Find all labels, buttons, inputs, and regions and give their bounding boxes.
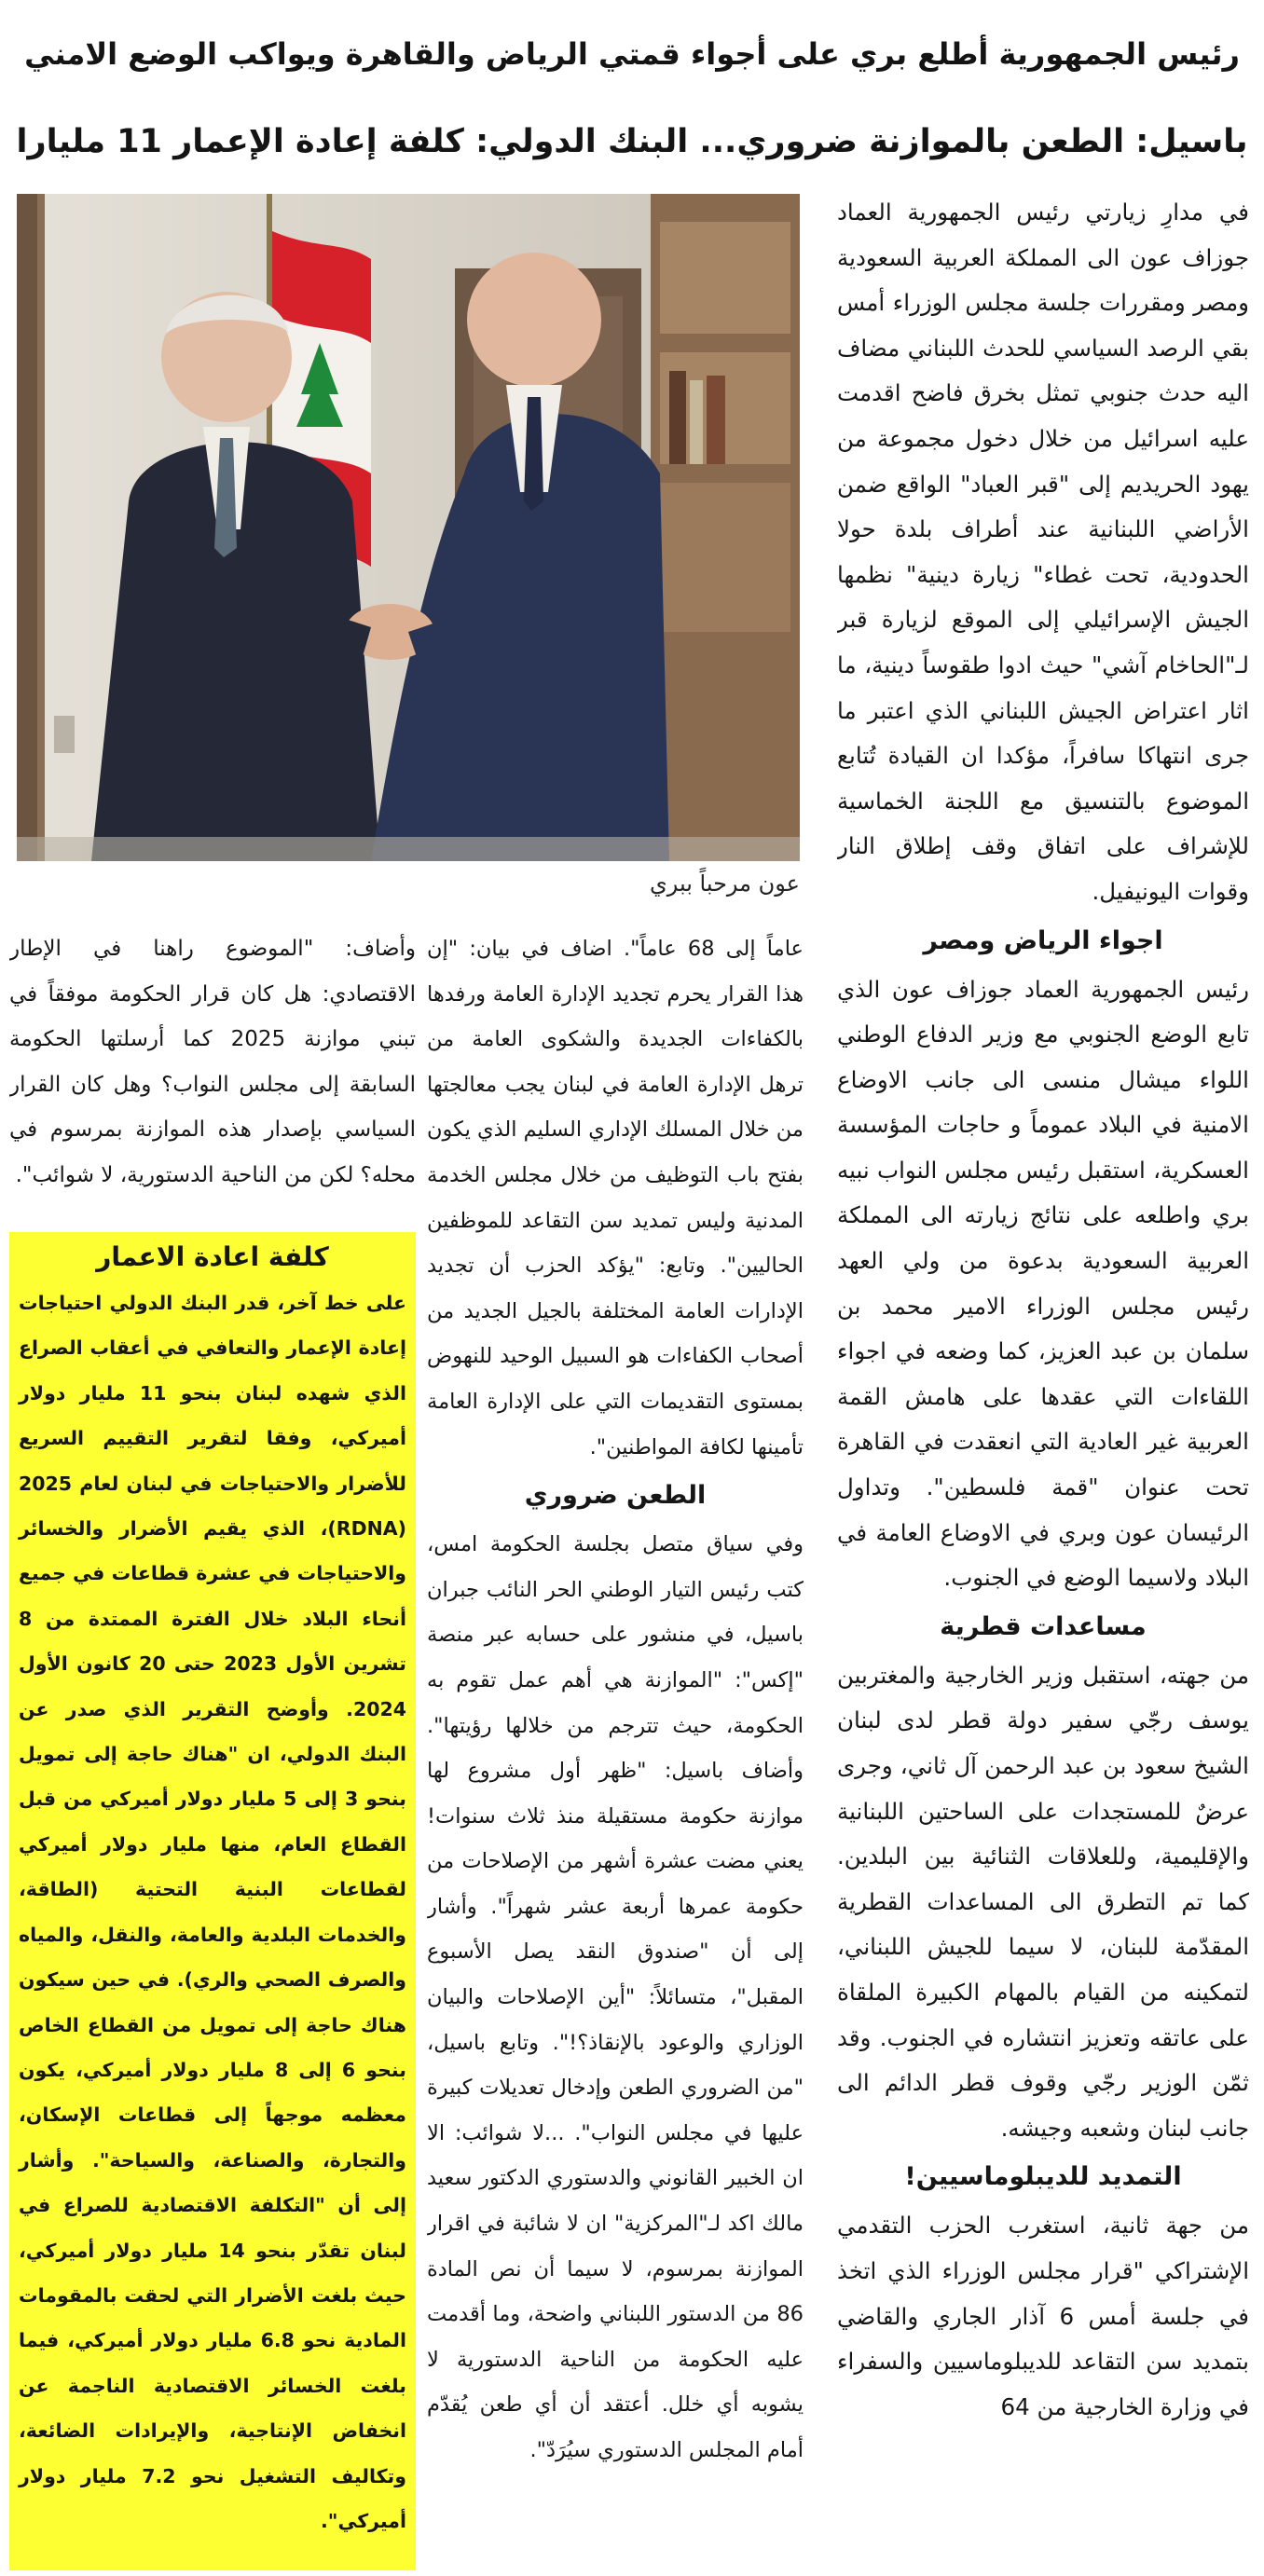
- paragraph: من جهة ثانية، استغرب الحزب التقدمي الإشتراكي "قرار مجلس الوزراء الذي اتخذ في جلسة أمس 6 آذار الجاري والقاضي بتمديد سن التقاعد للديبلوماسيين والسفراء في وزارة الخارجية من 64: [837, 2212, 1249, 2420]
- headline-line-2: باسيل: الطعن بالموازنة ضروري... البنك الدولي: كلفة إعادة الإعمار 11 مليارا: [16, 123, 1248, 160]
- subheading: التمديد للديبلوماسيين!: [904, 2162, 1182, 2192]
- subheading: الطعن ضروري: [524, 1481, 707, 1511]
- article-column-right: [837, 190, 1249, 2565]
- paragraph: رئيس الجمهورية العماد جوزاف عون الذي تابع الوضع الجنوبي مع وزير الدفاع الوطني اللواء ميشال منسى الى جانب الاوضاع الامنية في البلاد عموماً و حاجات المؤسسة العسكرية، استقبل رئيس مجلس النواب نبيه بري واطلعه على نتائج زيارته الى المملكة العربية السعودية بدعوة من ولي العهد رئيس مجلس الوزراء الامير محمد بن سلمان بن عبد العزيز، كما وضعه في اجواء اللقاءات التي عقدها على هامش القمة العربية غير العادية التي انعقدت في القاهرة تحت عنوان "قمة فلسطين". وتداول الرئيسان عون وبري في الاوضاع العامة في البلاد ولاسيما الوضع في الجنوب.: [837, 975, 1249, 1592]
- paragraph: وفي سياق متصل بجلسة الحكومة امس، كتب رئيس التيار الوطني الحر النائب جبران باسيل، في منشور على حسابه عبر منصة "إكس": "الموازنة هي أهم عمل تقوم به الحكومة، حيث تترجم من خلالها رؤيتها". وأضاف باسيل: "ظهر أول مشروع لها موازنة حكومة مستقيلة منذ ثلاث سنوات! يعني مضت عشرة أشهر من الإصلاحات من حكومة عمرها أربعة عشر شهراً". وأشار إلى أن "صندوق النقد يصل الأسبوع المقبل"، متسائلاً: "أين الإصلاحات والبيان الوزاري والوعود بالإنقاذ؟!". وتابع باسيل، "من الضروري الطعن وإدخال تعديلات كبيرة عليها في مجلس النواب". ...لا شوائب: الا ان الخبير القانوني والدستوري الدكتور سعيد مالك اكد لـ"المركزية" ان لا شائبة في اقرار الموازنة بمرسوم، لا سيما أن نص المادة 86 من الدستور اللبناني واضحة، وما أقدمت عليه الحكومة من الناحية الدستورية لا يشوبه أي خلل. أعتقد أن أي طعن يُقدّم أمام المجلس الدستوري سيُرَدّ".: [427, 1532, 804, 2462]
- article-column-middle: [427, 926, 804, 2548]
- article-column-left: [9, 926, 416, 1225]
- subheading: مساعدات قطرية: [940, 1611, 1147, 1641]
- subheading: اجواء الرياض ومصر: [923, 925, 1163, 955]
- photo-illustration: [17, 194, 800, 861]
- box-title: كلفة اعادة الاعمار: [96, 1241, 329, 1272]
- highlighted-box: [9, 1232, 416, 2570]
- paragraph: وأضاف: "الموضوع راهنا في الإطار الاقتصادي: هل كان قرار الحكومة موفقاً في تبني موازنة 2025 كما أرسلتها الحكومة السابقة إلى مجلس النواب؟ وهل كان القرار السياسي بإصدار هذه الموازنة بمرسوم في محله؟ لكن من الناحية الدستورية، لا شوائب".: [9, 937, 416, 1187]
- box-body: على خط آخر، قدر البنك الدولي احتياجات إعادة الإعمار والتعافي في أعقاب الصراع الذي شهده لبنان بنحو 11 مليار دولار أميركي، وفقا لتقرير التقييم السريع للأضرار والاحتياجات في لبنان لعام 2025 (RDNA)، الذي يقيم الأضرار والخسائر والاحتياجات في عشرة قطاعات في جميع أنحاء البلاد خلال الفترة الممتدة من 8 تشرين الأول 2023 حتى 20 كانون الأول 2024. وأوضح التقرير الذي صدر عن البنك الدولي، ان "هناك حاجة إلى تمويل بنحو 3 إلى 5 مليار دولار أميركي من قبل القطاع العام، منها مليار دولار أميركي لقطاعات البنية التحتية (الطاقة، والخدمات البلدية والعامة، والنقل، والمياه والصرف الصحي والري). في حين سيكون هناك حاجة إلى تمويل من القطاع الخاص بنحو 6 إلى 8 مليار دولار أميركي، يكون معظمه موجهاً إلى قطاعات الإسكان، والتجارة، والصناعة، والسياحة". وأشار إلى أن "التكلفة الاقتصادية للصراع في لبنان تقدّر بنحو 14 مليار دولار أميركي، حيث بلغت الأضرار التي لحقت بالمقومات المادية نحو 6.8 مليار دولار أميركي، فيما بلغت الخسائر الاقتصادية الناجمة عن انخفاض الإنتاجية، والإيرادات الضائعة، وتكاليف التشغيل نحو 7.2 مليار دولار أميركي".: [19, 1292, 406, 2532]
- photo-caption: عون مرحباً ببري: [649, 870, 800, 897]
- paragraph: في مدارِ زيارتي رئيس الجمهورية العماد جوزاف عون الى المملكة العربية السعودية ومصر ومقررات جلسة مجلس الوزراء أمس بقي الرصد السياسي للحدث اللبناني مضاف اليه حدث جنوبي تمثل بخرق فاضح اقدمت عليه اسرائيل من خلال دخول مجموعة من يهود الحريديم إلى "قبر العباد" الواقع ضمن الأراضي اللبنانية عند أطراف بلدة حولا الحدودية، تحت غطاء" زيارة دينية" نظمها الجيش الإسرائيلي إلى الموقع لزيارة قبر لـ"الحاخام آشي" حيث ادوا طقوساً دينية، ما اثار اعتراض الجيش اللبناني الذي اعتبر ما جرى انتهاكا سافراً، مؤكدا ان القيادة تُتابع الموضوع بالتنسيق مع اللجنة الخماسية للإشراف على اتفاق وقف إطلاق النار وقوات اليونيفيل.: [837, 199, 1249, 905]
- headline-line-1: رئيس الجمهورية أطلع بري على أجواء قمتي الرياض والقاهرة ويواكب الوضع الامني: [24, 36, 1240, 72]
- paragraph: من جهته، استقبل وزير الخارجية والمغتربين يوسف رجّي سفير دولة قطر لدى لبنان الشيخ سعود بن عبد الرحمن آل ثاني، وجرى عرضٌ للمستجدات على الساحتين اللبنانية والإقليمية، وللعلاقات الثنائية بين البلدين. كما تم التطرق الى المساعدات القطرية المقدّمة للبنان، لا سيما للجيش اللبناني، لتمكينه من القيام بالمهام الكبيرة الملقاة على عاتقه وتعزيز انتشاره في الجنوب. وقد ثمّن الوزير رجّي وقوف قطر الدائم الى جانب لبنان وشعبه وجيشه.: [837, 1661, 1249, 2142]
- paragraph: عاماً إلى 68 عاماً". اضاف في بيان: "إن هذا القرار يحرم تجديد الإدارة العامة ورفدها بالكفاءات الجديدة والشكوى العامة من ترهل الإدارة العامة في لبنان يجب معالجتها من خلال المسلك الإداري السليم الذي يكون بفتح باب التوظيف من خلال مجلس الخدمة المدنية وليس تمديد سن التقاعد للموظفين الحاليين". وتابع: "يؤكد الحزب أن تجديد الإدارات العامة المختلفة بالجيل الجديد من أصحاب الكفاءات هو السبيل الوحيد للنهوض بمستوى التقديمات التي على الإدارة العامة تأمينها لكافة المواطنين".: [427, 937, 804, 1459]
- news-photo: [17, 194, 800, 861]
